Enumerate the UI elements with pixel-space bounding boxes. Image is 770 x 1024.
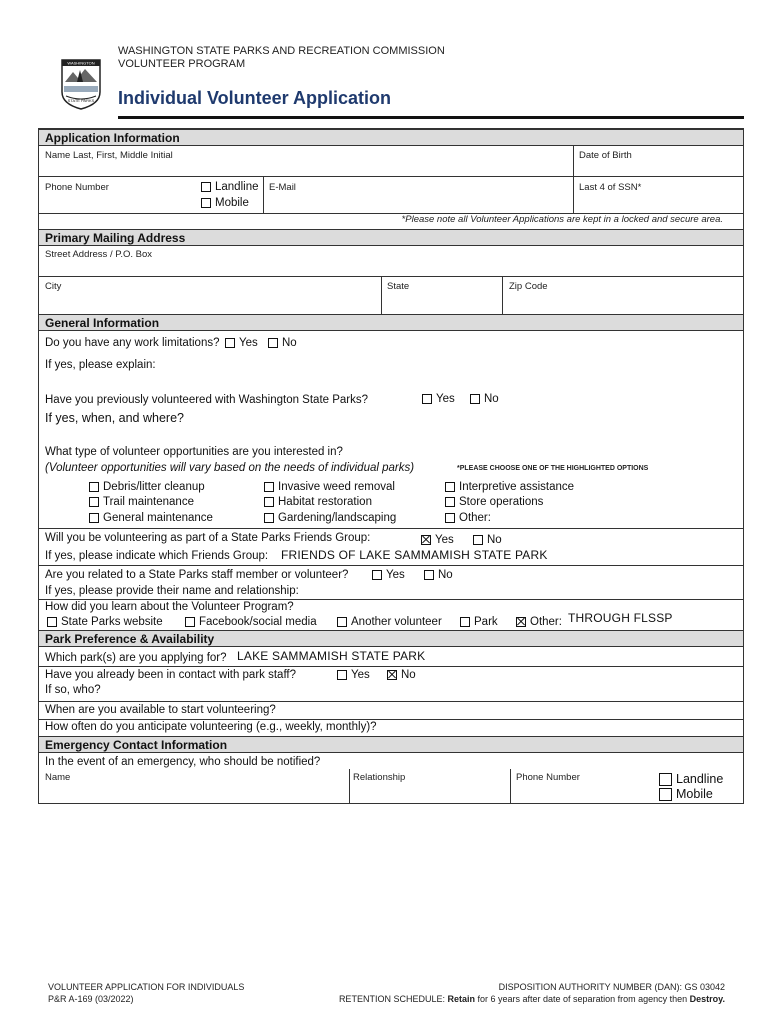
related-no-checkbox[interactable] — [424, 570, 434, 580]
opportunity-label: Gardening/landscaping — [278, 512, 397, 524]
contact-yes[interactable] — [337, 669, 370, 681]
mobile-label: Mobile — [215, 197, 249, 209]
learn-checkbox[interactable] — [47, 617, 57, 627]
learn-label: Facebook/social media — [199, 616, 317, 628]
contact-yes-checkbox[interactable] — [337, 670, 347, 680]
learn-option[interactable] — [185, 616, 317, 628]
form-name: VOLUNTEER APPLICATION FOR INDIVIDUALS — [48, 982, 245, 992]
no-label: No — [484, 393, 499, 405]
friends-yes-checkbox[interactable] — [421, 535, 431, 545]
contact-no[interactable] — [387, 669, 416, 681]
opportunity-checkbox[interactable] — [89, 482, 99, 492]
application-form — [38, 128, 744, 804]
previous-no-checkbox[interactable] — [470, 394, 480, 404]
previous-yes[interactable] — [422, 393, 455, 405]
learn-option[interactable] — [460, 616, 498, 628]
learn-other-checkbox[interactable] — [516, 617, 526, 627]
emergency-landline-checkbox[interactable] — [659, 773, 672, 786]
previous-question: Have you previously volunteered with Washington State Parks? — [45, 394, 369, 406]
opportunity-checkbox[interactable] — [264, 482, 274, 492]
yes-label: Yes — [436, 393, 455, 405]
contact-question: Have you already been in contact with park staff? — [45, 669, 297, 681]
friends-no[interactable] — [473, 534, 502, 546]
friends-yes[interactable] — [421, 534, 454, 546]
notify-question: In the event of an emergency, who should be notified? — [45, 756, 321, 768]
friends-which-question: If yes, please indicate which Friends Group: — [45, 550, 269, 562]
friends-group-value[interactable]: FRIENDS OF LAKE SAMMAMISH STATE PARK — [281, 548, 548, 562]
emergency-mobile-checkbox[interactable] — [659, 788, 672, 801]
footer-right — [339, 981, 725, 1005]
ssn-label: Last 4 of SSN* — [579, 182, 642, 193]
opportunity-checkbox[interactable] — [445, 482, 455, 492]
related-yes[interactable] — [372, 569, 405, 581]
divider — [39, 719, 743, 720]
limitations-yes[interactable] — [225, 337, 258, 349]
opportunity-checkbox[interactable] — [89, 497, 99, 507]
opportunity-option[interactable] — [89, 512, 213, 524]
landline-label: Landline — [215, 181, 259, 193]
phone-label: Phone Number — [45, 182, 109, 193]
emergency-name-label: Name — [45, 772, 71, 783]
divider — [39, 528, 743, 529]
city-label: City — [45, 281, 62, 292]
email-label: E-Mail — [269, 182, 296, 193]
name-label: Name Last, First, Middle Initial — [45, 150, 173, 161]
opportunity-option[interactable] — [264, 496, 372, 508]
related-name-question: If yes, please provide their name and relationship: — [45, 585, 299, 597]
yes-label: Yes — [239, 337, 258, 349]
opportunity-option[interactable] — [89, 481, 205, 493]
learn-checkbox[interactable] — [337, 617, 347, 627]
section-emergency-contact: Emergency Contact Information — [39, 736, 743, 753]
divider — [263, 176, 264, 214]
divider — [349, 769, 350, 803]
zip-label: Zip Code — [509, 281, 548, 292]
emergency-mobile-option[interactable] — [659, 787, 713, 801]
learn-label: Another volunteer — [351, 616, 442, 628]
yes-label: Yes — [435, 534, 454, 546]
learn-option-other[interactable] — [516, 616, 562, 628]
divider — [39, 599, 743, 600]
disposition-authority: DISPOSITION AUTHORITY NUMBER (DAN): GS 03042 — [498, 982, 725, 992]
choose-note: *PLEASE CHOOSE ONE OF THE HIGHLIGHTED OPTIONS — [457, 465, 649, 472]
divider — [39, 176, 743, 177]
landline-checkbox[interactable] — [201, 182, 211, 192]
opportunity-label: Other: — [459, 512, 491, 524]
who-question: If so, who? — [45, 684, 101, 696]
retain-word: Retain — [447, 994, 475, 1004]
divider — [39, 701, 743, 702]
learn-other-value[interactable]: THROUGH FLSSP — [568, 611, 673, 625]
limitations-no[interactable] — [268, 337, 297, 349]
opportunity-label: Interpretive assistance — [459, 481, 575, 493]
yes-label: Yes — [351, 669, 370, 681]
start-question: When are you available to start volunteering? — [45, 704, 276, 716]
retention-text: for 6 years after date of separation from agency then — [477, 994, 688, 1004]
previous-no[interactable] — [470, 393, 499, 405]
explain-question: If yes, please explain: — [45, 359, 156, 371]
divider — [502, 276, 503, 314]
relationship-label: Relationship — [353, 772, 406, 783]
friends-no-checkbox[interactable] — [473, 535, 483, 545]
related-question: Are you related to a State Parks staff member or volunteer? — [45, 569, 349, 581]
friends-question: Will you be volunteering as part of a State Parks Friends Group: — [45, 532, 371, 544]
opportunity-label: Store operations — [459, 496, 544, 508]
learn-label: Other: — [530, 616, 562, 628]
divider — [39, 565, 743, 566]
agency-header — [118, 45, 445, 71]
state-label: State — [387, 281, 410, 292]
opportunity-checkbox[interactable] — [445, 497, 455, 507]
divider — [510, 769, 511, 803]
opportunity-label: Debris/litter cleanup — [103, 481, 205, 493]
street-label: Street Address / P.O. Box — [45, 249, 153, 260]
mobile-label: Mobile — [676, 787, 713, 801]
divider — [39, 276, 743, 277]
emergency-landline-option[interactable] — [659, 772, 723, 786]
learn-option[interactable] — [47, 616, 163, 628]
limitations-question: Do you have any work limitations? — [45, 337, 220, 349]
limitations-no-checkbox[interactable] — [268, 338, 278, 348]
divider — [381, 276, 382, 314]
when-question: If yes, when, and where? — [45, 411, 184, 425]
opportunity-label: Invasive weed removal — [278, 481, 395, 493]
opportunity-label: General maintenance — [103, 512, 213, 524]
divider — [573, 146, 574, 214]
opportunity-option[interactable] — [445, 496, 543, 508]
yes-label: Yes — [386, 569, 405, 581]
section-general-info: General Information — [39, 314, 743, 331]
opportunity-checkbox[interactable] — [89, 513, 99, 523]
learn-label: State Parks website — [61, 616, 163, 628]
section-mailing-address: Primary Mailing Address — [39, 229, 743, 246]
type-note: (Volunteer opportunities will vary based on the needs of individual parks) — [45, 462, 415, 474]
type-question: What type of volunteer opportunities are you interested in? — [45, 446, 343, 458]
mobile-option[interactable] — [201, 197, 249, 209]
parks-question: Which park(s) are you applying for? — [45, 652, 227, 664]
opportunity-option[interactable] — [264, 481, 395, 493]
mobile-checkbox[interactable] — [201, 198, 211, 208]
title-rule — [118, 116, 744, 119]
contact-no-checkbox[interactable] — [387, 670, 397, 680]
destroy-word: Destroy. — [689, 994, 725, 1004]
learn-checkbox[interactable] — [185, 617, 195, 627]
learn-option[interactable] — [337, 616, 442, 628]
opportunity-option[interactable] — [445, 512, 491, 524]
opportunity-checkbox[interactable] — [445, 513, 455, 523]
parks-value[interactable]: LAKE SAMMAMISH STATE PARK — [237, 649, 426, 663]
opportunity-option[interactable] — [445, 481, 574, 493]
no-label: No — [282, 337, 297, 349]
divider — [39, 666, 743, 667]
program-name: VOLUNTEER PROGRAM — [118, 58, 246, 70]
landline-label: Landline — [676, 772, 724, 786]
opportunity-label: Trail maintenance — [103, 496, 194, 508]
opportunity-option[interactable] — [264, 512, 396, 524]
opportunity-option[interactable] — [89, 496, 194, 508]
often-question: How often do you anticipate volunteering (e.g., weekly, monthly)? — [45, 721, 377, 733]
related-no[interactable] — [424, 569, 453, 581]
opportunity-checkbox[interactable] — [264, 513, 274, 523]
no-label: No — [487, 534, 502, 546]
section-park-preference: Park Preference & Availability — [39, 630, 743, 647]
landline-option[interactable] — [201, 181, 258, 193]
dob-label: Date of Birth — [579, 150, 632, 161]
emergency-phone-label: Phone Number — [516, 772, 580, 783]
learn-question: How did you learn about the Volunteer Program? — [45, 601, 294, 613]
form-number: P&R A-169 (03/2022) — [48, 994, 134, 1004]
svg-text:WASHINGTON: WASHINGTON — [67, 60, 95, 66]
svg-text:STATE PARKS: STATE PARKS — [67, 98, 95, 103]
learn-label: Park — [474, 616, 498, 628]
limitations-yes-checkbox[interactable] — [225, 338, 235, 348]
related-yes-checkbox[interactable] — [372, 570, 382, 580]
previous-yes-checkbox[interactable] — [422, 394, 432, 404]
footer-left — [48, 981, 244, 1005]
security-note: *Please note all Volunteer Applications are kept in a locked and secure area. — [401, 214, 723, 225]
no-label: No — [438, 569, 453, 581]
section-application-info: Application Information — [39, 129, 743, 146]
learn-checkbox[interactable] — [460, 617, 470, 627]
opportunity-checkbox[interactable] — [264, 497, 274, 507]
opportunity-label: Habitat restoration — [278, 496, 372, 508]
state-parks-logo — [58, 52, 104, 110]
retention-schedule — [339, 993, 725, 1005]
page-title: Individual Volunteer Application — [118, 88, 392, 108]
no-label: No — [401, 669, 416, 681]
retention-prefix: RETENTION SCHEDULE: — [338, 994, 445, 1004]
agency-name: WASHINGTON STATE PARKS AND RECREATION COMMISSION — [118, 45, 445, 57]
